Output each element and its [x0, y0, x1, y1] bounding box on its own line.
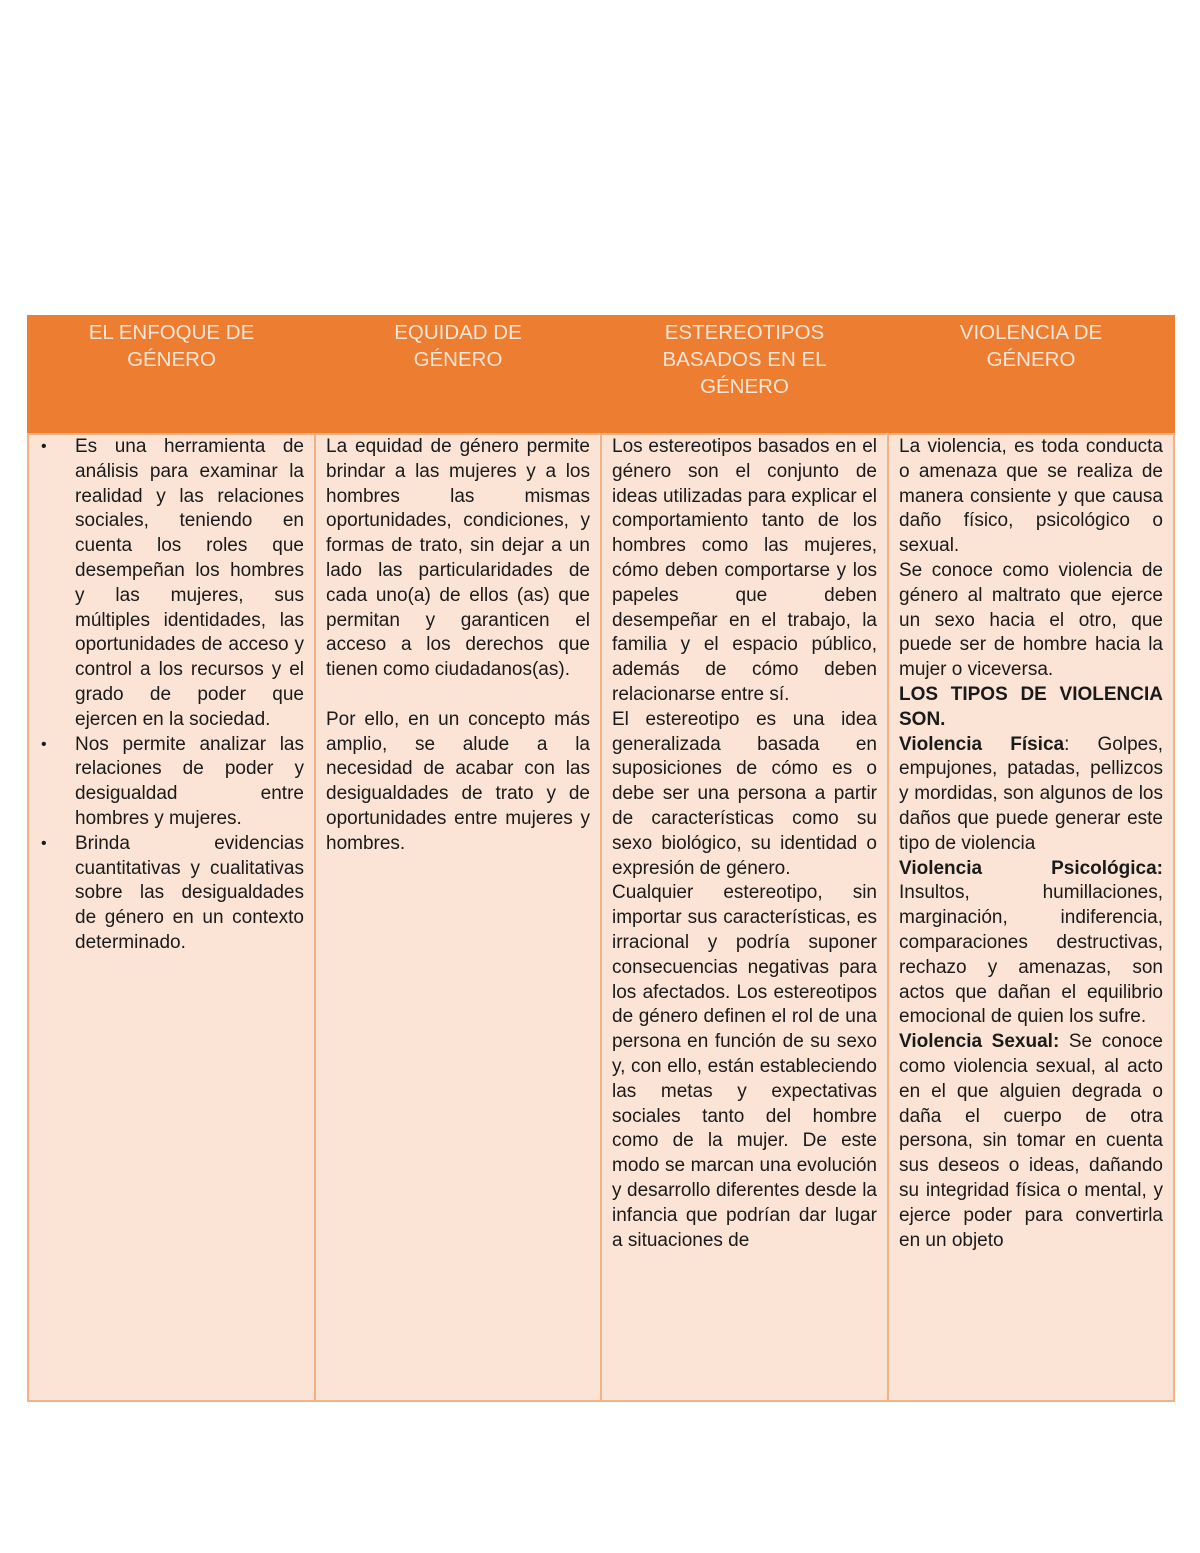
- bullet-text: Nos permite analizar las relaciones de poder y desigualdad entre hombres y mujeres.: [75, 733, 304, 829]
- paragraph: La equidad de género permite brindar a las mujeres y a los hombres las mismas oportunidades, condiciones, y formas de trato, sin dejar a un lado las particularidades de cada uno(a) de ellos (as) que permitan y garanticen el acceso a los derechos que tienen como ciudadanos(as).: [326, 436, 590, 681]
- paragraph: Cualquier estereotipo, sin importar sus características, es irracional y podría suponer consecuencias negativas para los afectados. Los estereotipos de género definen el rol de una persona en función de su sexo y, con ello, están estableciendo las metas y expectativas sociales tanto del hombre como de la mujer. De este modo se marcan una evolución y desarrollo diferentes desde la infancia que podrían dar lugar a situaciones de: [612, 882, 877, 1251]
- header-row: [28, 316, 1174, 434]
- cell-violencia-de-genero: [888, 434, 1174, 1401]
- paragraph: El estereotipo es una idea generalizada basada en suposiciones de cómo es o debe ser una persona a partir de características como su sexo biológico, su identidad o expresión de género.: [612, 708, 877, 879]
- paragraph: Los estereotipos basados en el género son el conjunto de ideas utilizadas para explicar el comportamiento tanto de los hombres como las mujeres, cómo deben comportarse y los papeles que deben desempeñar en el trabajo, la familia y el espacio público, además de cómo deben relacionarse entre sí.: [612, 436, 877, 705]
- header-estereotipos: ESTEREOTIPOS BASADOS EN EL GÉNERO: [601, 316, 888, 434]
- header-equidad-de-genero: EQUIDAD DE GÉNERO: [315, 316, 601, 434]
- paragraph: Se conoce como violencia de género al maltrato que ejerce un sexo hacia el otro, que puede ser de hombre hacia la mujer o viceversa.: [899, 559, 1163, 681]
- header-violencia-de-genero: VIOLENCIA DE GÉNERO: [888, 316, 1174, 434]
- bullet-icon: •: [41, 438, 47, 455]
- violencia-psicologica-text: Insultos, humillaciones, marginación, indiferencia, comparaciones destructivas, rechazo y amenazas, son actos que dañan el equilibrio emocional de quien los sufre.: [899, 882, 1163, 1028]
- cell-estereotipos: [601, 434, 888, 1401]
- equidad-text-block: [316, 435, 600, 857]
- violencia-fisica-paragraph: [899, 733, 1163, 857]
- violencia-fisica-label: Violencia Física: [899, 733, 1065, 755]
- estereotipos-text-block: [602, 435, 887, 1253]
- bullet-icon: •: [41, 735, 47, 753]
- paragraph: La violencia, es toda conducta o amenaza que se realiza de manera consiente y que causa daño físico, psicológico o sexual.: [899, 436, 1163, 557]
- bullet-icon: •: [41, 834, 47, 852]
- cell-equidad-de-genero: [315, 434, 601, 1401]
- list-item: [41, 832, 304, 956]
- violencia-psicologica-label: Violencia Psicológica:: [899, 857, 1163, 879]
- header-enfoque-de-genero: EL ENFOQUE DE GÉNERO: [28, 316, 315, 434]
- violencia-sexual-paragraph: [899, 1030, 1163, 1253]
- bullet-text: Brinda evidencias cuantitativas y cualitativas sobre las desigualdades de género en un contexto determinado.: [75, 832, 304, 953]
- list-item: [41, 435, 304, 733]
- violencia-text-block: [889, 435, 1173, 1253]
- content-row: [28, 434, 1174, 1401]
- violencia-sexual-label: Violencia Sexual:: [899, 1031, 1060, 1053]
- violencia-sexual-text: Se conoce como violencia sexual, al acto en el que alguien degrada o daña el cuerpo de otra persona, sin tomar en cuenta sus deseos o ideas, dañando su integridad física o mental, y ejerce poder para convertirla en un objeto: [899, 1031, 1163, 1251]
- comparison-table: [27, 315, 1175, 1402]
- cell-enfoque-de-genero: [28, 434, 315, 1401]
- violencia-psicologica-paragraph: [899, 857, 1163, 1031]
- list-item: [41, 733, 304, 832]
- bullet-text: Es una herramienta de análisis para examinar la realidad y las relaciones sociales, teniendo en cuenta los roles que desempeñan los hombres y las mujeres, sus múltiples identidades, las oportunidades de acceso y control a los recursos y el grado de poder que ejercen en la sociedad.: [75, 436, 304, 730]
- violencia-fisica-text: : Golpes, empujones, patadas, pellizcos y mordidas, son algunos de los daños que puede generar este tipo de violencia: [899, 733, 1163, 854]
- paragraph: Por ello, en un concepto más amplio, se alude a la necesidad de acabar con las desigualdades de trato y de oportunidades entre mujeres y hombres.: [326, 708, 590, 854]
- tipos-heading: LOS TIPOS DE VIOLENCIA SON.: [899, 683, 1163, 730]
- paragraph-spacer: [326, 683, 590, 708]
- enfoque-bullet-list: [29, 435, 314, 956]
